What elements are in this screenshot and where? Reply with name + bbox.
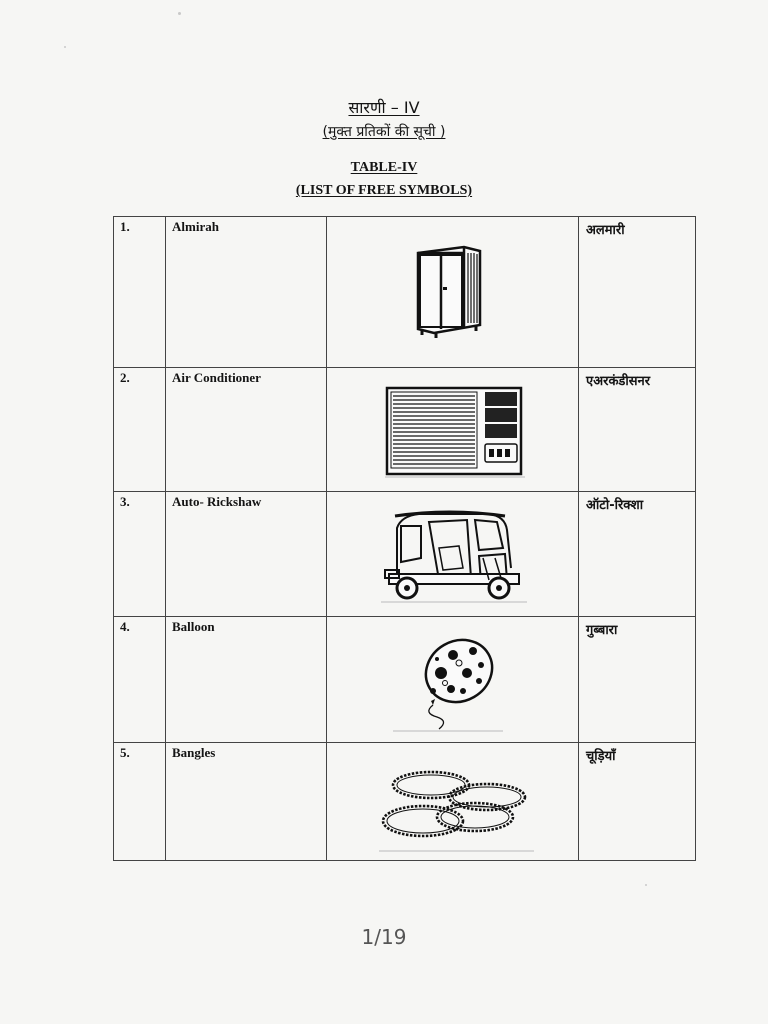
row-number: 2.: [120, 370, 130, 385]
hindi-name-cell: [579, 368, 696, 492]
hindi-table-subtitle: (मुक्त प्रतिकों की सूची ): [322, 124, 446, 140]
hindi-name: गुब्बारा: [586, 623, 618, 638]
symbol-image-cell: [327, 368, 579, 492]
row-number-cell: [114, 217, 166, 368]
bangles-icon: [379, 765, 534, 853]
row-number-cell: [114, 492, 166, 617]
hindi-table-title: सारणी – IV: [348, 98, 420, 117]
symbol-name: Almirah: [172, 219, 219, 234]
symbol-name: Balloon: [172, 619, 215, 634]
table-title: TABLE-IV: [350, 160, 418, 175]
scan-speck: [645, 884, 647, 886]
hindi-name: अलमारी: [586, 223, 625, 238]
row-number: 1.: [120, 219, 130, 234]
symbol-name: Bangles: [172, 745, 216, 760]
symbol-name-cell: [166, 617, 327, 743]
hindi-name-cell: [579, 217, 696, 368]
symbol-image-cell: [327, 743, 579, 861]
hindi-name: चूड़ियाँ: [586, 749, 616, 764]
symbol-name: Auto- Rickshaw: [172, 494, 262, 509]
hindi-name-cell: [579, 743, 696, 861]
scan-speck: [64, 46, 66, 48]
symbol-name-cell: [166, 217, 327, 368]
symbol-image-cell: [327, 617, 579, 743]
table-row: [114, 368, 696, 492]
row-number: 5.: [120, 745, 130, 760]
row-number-cell: [114, 368, 166, 492]
symbol-image-cell: [327, 217, 579, 368]
air-conditioner-icon: [385, 386, 525, 478]
table-row: [114, 217, 696, 368]
table-row: [114, 617, 696, 743]
table-subtitle: (LIST OF FREE SYMBOLS): [295, 183, 473, 198]
hindi-name: एअरकंडीसनर: [586, 374, 651, 389]
balloon-icon: [393, 633, 503, 733]
row-number-cell: [114, 617, 166, 743]
free-symbols-table: [113, 216, 696, 861]
page-number: 1/19: [361, 925, 407, 949]
almirah-icon: [412, 243, 492, 339]
hindi-name: ऑटो-रिक्शा: [586, 498, 644, 513]
row-number-cell: [114, 743, 166, 861]
hindi-name-cell: [579, 617, 696, 743]
table-row: [114, 492, 696, 617]
symbol-name: Air Conditioner: [172, 370, 261, 385]
symbol-name-cell: [166, 368, 327, 492]
table-row: [114, 743, 696, 861]
symbol-name-cell: [166, 492, 327, 617]
symbol-name-cell: [166, 743, 327, 861]
scan-speck: [178, 12, 181, 15]
hindi-name-cell: [579, 492, 696, 617]
auto-rickshaw-icon: [379, 508, 529, 604]
symbol-image-cell: [327, 492, 579, 617]
row-number: 4.: [120, 619, 130, 634]
row-number: 3.: [120, 494, 130, 509]
